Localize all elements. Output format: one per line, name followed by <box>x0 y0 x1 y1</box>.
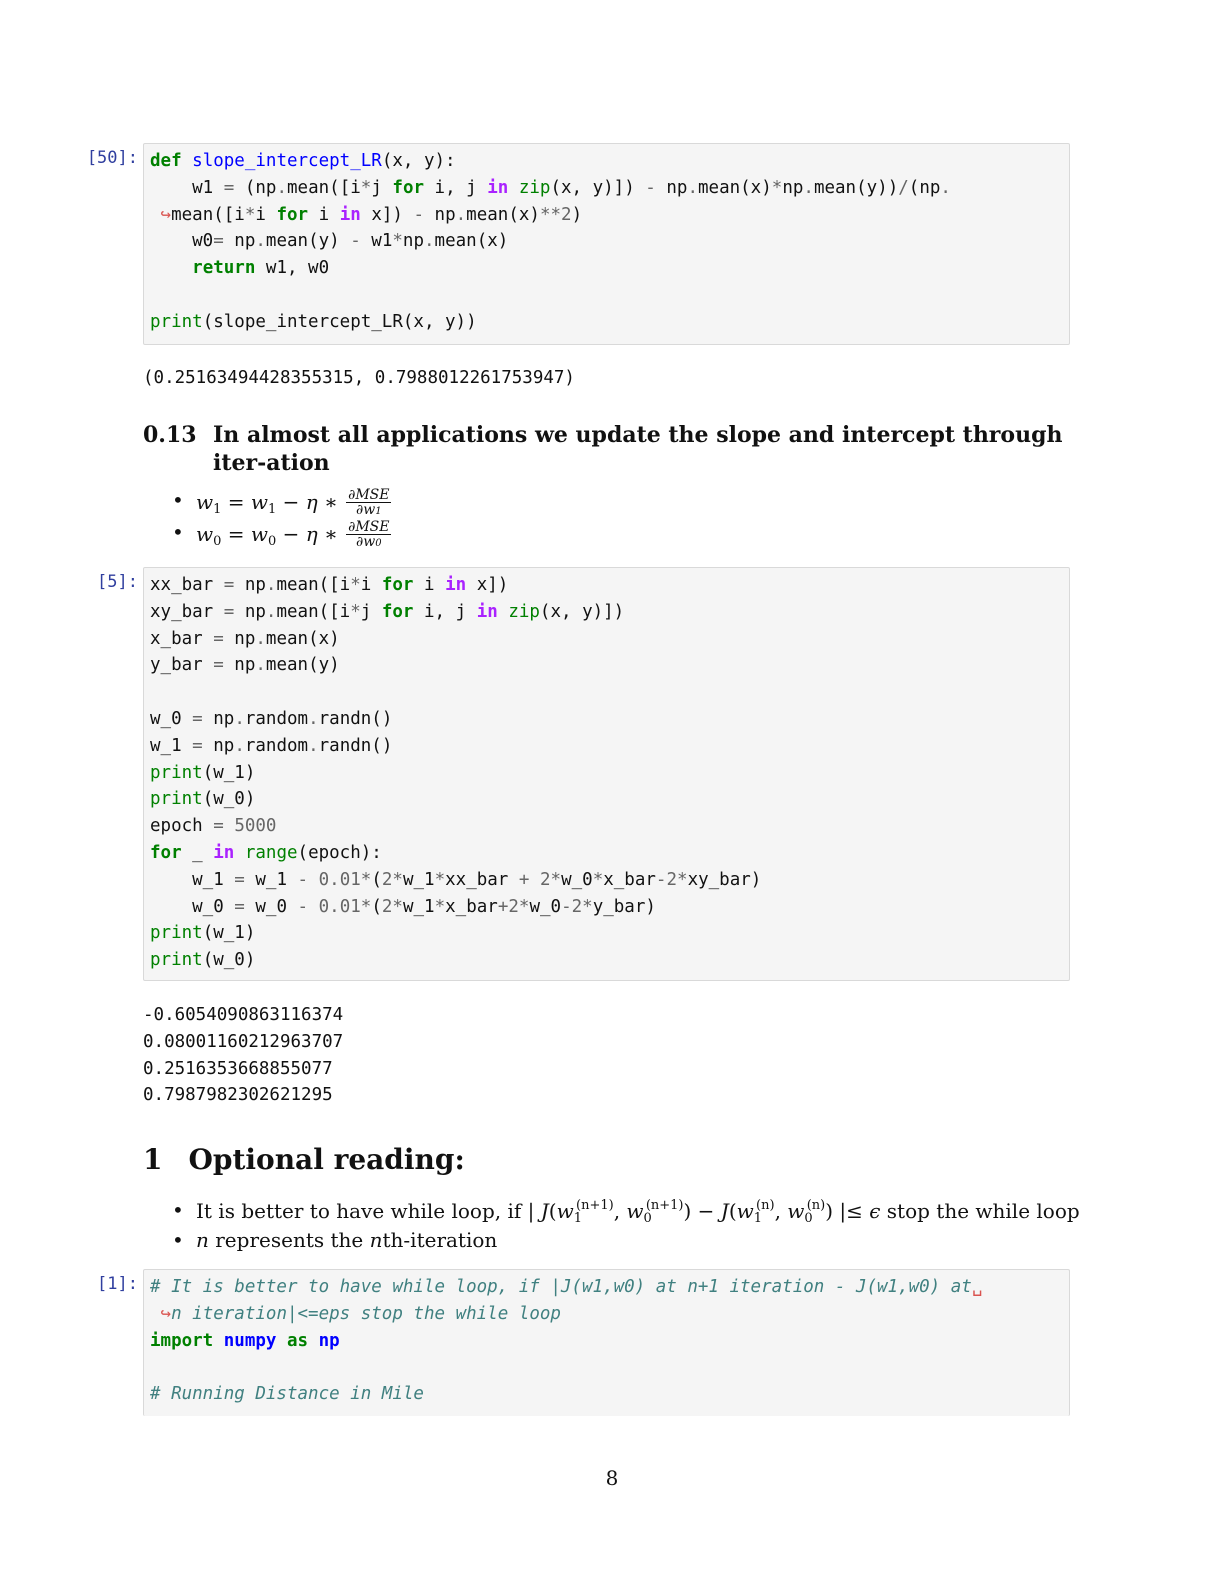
iteration-note: • n represents the nth-iteration <box>170 1228 1080 1258</box>
update-rule-w0: • $w_0 = w_0 - \eta$ ∗ $\frac{\text{∂MSE}}{\partial w0}$ <box>170 520 393 552</box>
section-number: 1 <box>143 1143 163 1176</box>
output-line: -0.6054090863116374 <box>143 1005 344 1025</box>
cell-output <box>143 1002 343 1109</box>
section-heading <box>143 1143 465 1176</box>
page-number: 8 <box>605 1466 619 1490</box>
code-text: def slope_intercept_LR(x, y): w1 = (np.mean([i*j for i, j in zip(x, y)]) - np.mean(x)*np.mean(y))/(np. ↪mean([i*i for i in x]) - np.mean(x)**2) w0= np.mean(y) - w1*np.mean(x) return w1, w0 print(slope_intercept_LR(x, y)) <box>150 151 951 332</box>
section-title: In almost all applications we update the slope and intercept through iter-ation <box>213 422 1063 476</box>
output-line: 0.7987982302621295 <box>143 1085 333 1106</box>
code-input[interactable] <box>143 567 1070 981</box>
optional-reading-list <box>170 1198 1080 1258</box>
section-heading <box>143 421 1073 481</box>
cell-prompt: [1]: <box>97 1274 138 1294</box>
while-loop-note: • It is better to have while loop, if | $J(w_1^{(n+1)}$, $w_0^{(n+1)}) - J(w_1^{(n)}$, $w_0^{(n)}$) |≤ ϵ stop the while loop <box>170 1198 1080 1228</box>
cell-output: (0.25163494428355315, 0.7988012261753947) <box>143 368 575 388</box>
update-rule-w1: • $w_1 = w_1 - \eta$ ∗ $\frac{\text{∂MSE}}{\partial w1}$ <box>170 488 393 520</box>
code-input[interactable] <box>143 143 1070 345</box>
cell-prompt: [50]: <box>86 148 138 168</box>
section-title: Optional reading: <box>188 1143 465 1176</box>
update-rules-list <box>170 488 393 552</box>
code-input[interactable] <box>143 1269 1070 1416</box>
output-line: 0.08001160212963707 <box>143 1031 344 1052</box>
section-number: 0.13 <box>143 422 197 448</box>
output-line: 0.2516353668855077 <box>143 1058 333 1079</box>
code-text: xx_bar = np.mean([i*i for i in x]) xy_bar = np.mean([i*j for i, j in zip(x, y)]) x_bar = np.mean(x) y_bar = np.mean(y) w_0 = np.random.randn() w_1 = np.random.randn() print(w_1) print(w_0) epoch = 5000 for _ in range(epoch): w_1 = w_1 - 0.01*(2*w_1*xx_bar + 2*w_0*x_bar-2*xy_bar) w_0 = w_0 - 0.01*(2*w_1*x_bar+2*w_0-2*y_bar) print(w_1) print(w_0) <box>150 575 762 971</box>
code-text: # It is better to have while loop, if |J(w1,w0) at n+1 iteration - J(w1,w0) at␣ ↪n iteration|<=eps stop the while loop import numpy as np # Running Distance in Mile <box>150 1277 983 1405</box>
cell-prompt: [5]: <box>97 572 138 592</box>
